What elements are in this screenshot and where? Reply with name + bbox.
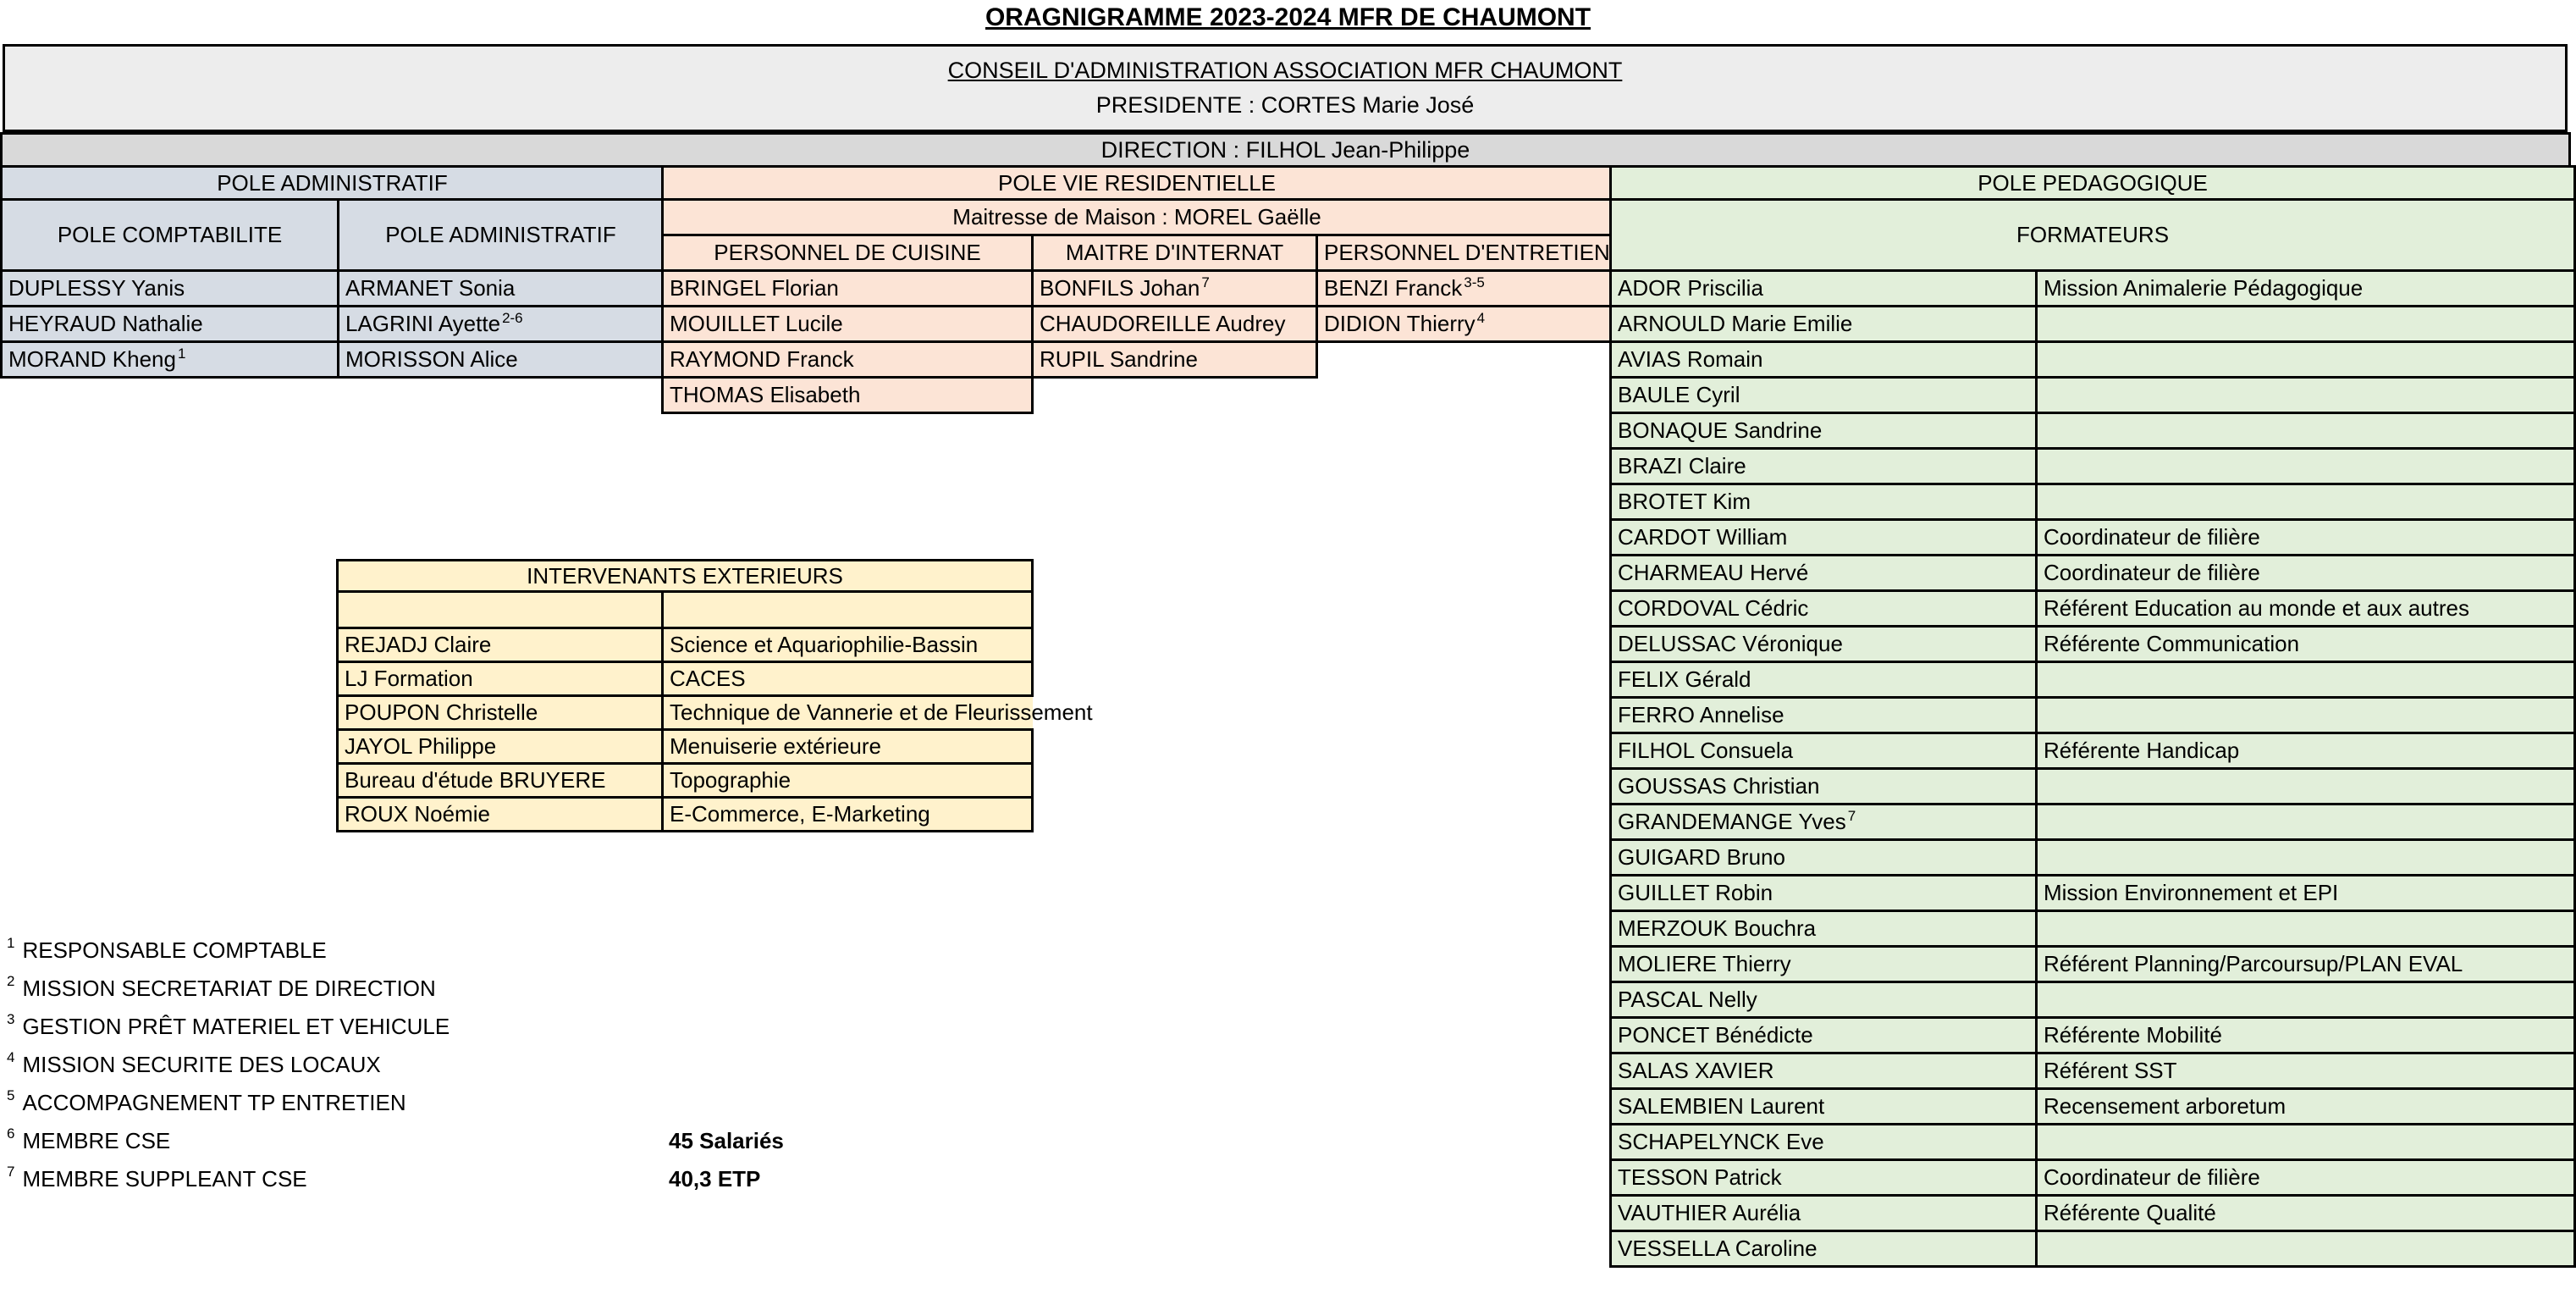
- formateur-name-cell: GUILLET Robin: [1611, 876, 2037, 911]
- person-cell: RAYMOND Franck: [663, 342, 1033, 378]
- presidente-label: PRESIDENTE : CORTES Marie José: [1095, 92, 1475, 118]
- footnote-item: [7, 1046, 450, 1084]
- formateur-role-cell: Recensement arboretum: [2037, 1089, 2575, 1125]
- table-row: [338, 592, 1033, 628]
- table-row: [663, 271, 1612, 307]
- formateur-name-cell: TESSON Patrick: [1611, 1160, 2037, 1196]
- person-cell: BENZI Franck $^{3-5}$: [1317, 271, 1612, 307]
- formateurs-header: FORMATEURS: [1611, 200, 2575, 271]
- formateur-row: [1611, 1160, 2575, 1196]
- intervenant-name-cell: ROUX Noémie: [338, 798, 663, 832]
- personnel-entretien-header: PERSONNEL D'ENTRETIEN: [1317, 235, 1612, 271]
- formateur-role-cell: Mission Environnement et EPI: [2037, 876, 2575, 911]
- formateur-row: [1611, 342, 2575, 378]
- conseil-title: CONSEIL D'ADMINISTRATION ASSOCIATION MFR CHAUMONT: [947, 58, 1623, 83]
- pole-vie-subheader-row: [663, 235, 1612, 271]
- formateur-name-cell: BONAQUE Sandrine: [1611, 413, 2037, 449]
- maitresse-de-maison-row: [663, 200, 1612, 235]
- empty-area: [1317, 378, 1612, 413]
- formateur-row: [1611, 662, 2575, 698]
- footnote-text: MISSION SECRETARIAT DE DIRECTION: [22, 976, 436, 1001]
- table-row: [2, 307, 664, 342]
- formateur-name-cell: MERZOUK Bouchra: [1611, 911, 2037, 947]
- person-cell: MOUILLET Lucile: [663, 307, 1033, 342]
- page-title: ORAGNIGRAMME 2023-2024 MFR DE CHAUMONT: [985, 3, 1591, 31]
- pole-vie-header-row: [663, 167, 1612, 200]
- formateur-role-cell: Référente Communication: [2037, 627, 2575, 662]
- formateur-role-cell: Référent Planning/Parcoursup/PLAN EVAL: [2037, 947, 2575, 982]
- formateur-role-cell: [2037, 1231, 2575, 1267]
- formateur-row: [1611, 484, 2575, 520]
- table-row: [338, 798, 1033, 832]
- formateur-name-cell: PONCET Bénédicte: [1611, 1018, 2037, 1053]
- pole-administratif-header-row: [2, 167, 664, 200]
- formateur-role-cell: Référent SST: [2037, 1053, 2575, 1089]
- formateur-row: [1611, 449, 2575, 484]
- etp-count: 40,3 ETP: [669, 1166, 761, 1192]
- formateur-row: [1611, 520, 2575, 556]
- formateur-row: [1611, 698, 2575, 733]
- formateur-name-cell: GRANDEMANGE Yves $^7$: [1611, 805, 2037, 840]
- person-cell: MORISSON Alice: [339, 342, 664, 378]
- intervenant-name-cell: REJADJ Claire: [338, 628, 663, 662]
- intervenants-exterieurs-table: [336, 559, 1093, 832]
- formateur-row: [1611, 1018, 2575, 1053]
- formateur-row: [1611, 769, 2575, 805]
- formateur-role-cell: [2037, 1125, 2575, 1160]
- table-row: [338, 764, 1033, 798]
- formateur-row: [1611, 733, 2575, 769]
- formateur-name-cell: BRAZI Claire: [1611, 449, 2037, 484]
- formateur-name-cell: ARNOULD Marie Emilie: [1611, 307, 2037, 342]
- formateur-name-cell: SCHAPELYNCK Eve: [1611, 1125, 2037, 1160]
- person-cell: ARMANET Sonia: [339, 271, 664, 307]
- formateur-name-cell: MOLIERE Thierry: [1611, 947, 2037, 982]
- formateur-role-cell: [2037, 307, 2575, 342]
- formateur-name-cell: SALAS XAVIER: [1611, 1053, 2037, 1089]
- person-cell: THOMAS Elisabeth: [663, 378, 1033, 413]
- intervenants-header-row: [338, 561, 1033, 592]
- formateur-role-cell: [2037, 911, 2575, 947]
- formateur-role-cell: [2037, 698, 2575, 733]
- formateur-role-cell: [2037, 840, 2575, 876]
- intervenant-name-cell: Bureau d'étude BRUYERE: [338, 764, 663, 798]
- intervenant-role-cell: Menuiserie extérieure: [663, 730, 1033, 764]
- footnote-number: 7: [7, 1163, 15, 1180]
- formateur-name-cell: GOUSSAS Christian: [1611, 769, 2037, 805]
- formateur-row: [1611, 1053, 2575, 1089]
- footnote-text: MEMBRE SUPPLEANT CSE: [22, 1166, 307, 1192]
- pole-administratif-subheader: POLE ADMINISTRATIF: [339, 200, 664, 271]
- footnote-item: [7, 932, 450, 970]
- formateur-row: [1611, 1231, 2575, 1267]
- formateur-name-cell: FERRO Annelise: [1611, 698, 2037, 733]
- maitre-internat-header: MAITRE D'INTERNAT: [1033, 235, 1317, 271]
- maitresse-de-maison-label: Maitresse de Maison : MOREL Gaëlle: [663, 200, 1612, 235]
- intervenant-role-cell: Technique de Vannerie et de Fleurissement: [663, 696, 1033, 730]
- intervenant-role-cell: [663, 592, 1033, 628]
- pole-administratif-table: [0, 165, 665, 379]
- formateur-row: [1611, 911, 2575, 947]
- formateur-name-cell: AVIAS Romain: [1611, 342, 2037, 378]
- formateur-role-cell: Coordinateur de filière: [2037, 520, 2575, 556]
- formateur-name-cell: BAULE Cyril: [1611, 378, 2037, 413]
- formateur-role-cell: Référente Qualité: [2037, 1196, 2575, 1231]
- salaries-count: 45 Salariés: [669, 1128, 784, 1153]
- pole-administratif-subheader-row: [2, 200, 664, 271]
- intervenant-role-cell: E-Commerce, E-Marketing: [663, 798, 1033, 832]
- formateur-name-cell: ADOR Priscilia: [1611, 271, 2037, 307]
- formateur-role-cell: [2037, 982, 2575, 1018]
- formateur-name-cell: FELIX Gérald: [1611, 662, 2037, 698]
- formateur-row: [1611, 307, 2575, 342]
- table-row: [2, 342, 664, 378]
- formateur-name-cell: GUIGARD Bruno: [1611, 840, 2037, 876]
- intervenant-name-cell: [338, 592, 663, 628]
- formateur-name-cell: VESSELLA Caroline: [1611, 1231, 2037, 1267]
- table-row: [2, 271, 664, 307]
- footnote-number: 6: [7, 1125, 15, 1142]
- formateur-role-cell: Référente Handicap: [2037, 733, 2575, 769]
- footnote-text: GESTION PRÊT MATERIEL ET VEHICULE: [22, 1014, 450, 1039]
- formateur-role-cell: [2037, 484, 2575, 520]
- footnotes-legend: [7, 932, 450, 1198]
- footnote-text: RESPONSABLE COMPTABLE: [22, 937, 327, 963]
- formateur-name-cell: PASCAL Nelly: [1611, 982, 2037, 1018]
- formateur-row: [1611, 805, 2575, 840]
- pole-pedagogique-header-row: [1611, 167, 2575, 200]
- footnote-item: [7, 1122, 450, 1160]
- footnote-number: 1: [7, 934, 15, 951]
- formateur-role-cell: Mission Animalerie Pédagogique: [2037, 271, 2575, 307]
- formateur-name-cell: BROTET Kim: [1611, 484, 2037, 520]
- formateurs-header-row: [1611, 200, 2575, 271]
- footnote-item: [7, 1084, 450, 1122]
- formateur-role-cell: Référente Mobilité: [2037, 1018, 2575, 1053]
- formateur-row: [1611, 1196, 2575, 1231]
- intervenant-name-cell: LJ Formation: [338, 662, 663, 696]
- footnote-number: 5: [7, 1087, 15, 1103]
- conseil-administration-box: [3, 44, 2568, 132]
- pole-pedagogique-table: [1609, 165, 2576, 1268]
- formateur-role-cell: [2037, 342, 2575, 378]
- table-row: [663, 307, 1612, 342]
- pole-vie-residentielle-title: POLE VIE RESIDENTIELLE: [663, 167, 1612, 200]
- formateur-role-cell: [2037, 805, 2575, 840]
- formateur-name-cell: CARDOT William: [1611, 520, 2037, 556]
- footnote-text: MEMBRE CSE: [22, 1128, 171, 1153]
- person-cell: RUPIL Sandrine: [1033, 342, 1317, 378]
- formateur-name-cell: SALEMBIEN Laurent: [1611, 1089, 2037, 1125]
- formateur-row: [1611, 947, 2575, 982]
- table-row: [663, 342, 1612, 378]
- formateur-role-cell: [2037, 378, 2575, 413]
- intervenants-title: INTERVENANTS EXTERIEURS: [338, 561, 1033, 592]
- formateur-role-cell: [2037, 662, 2575, 698]
- person-cell: MORAND Kheng $^1$: [2, 342, 339, 378]
- empty-area: [1033, 378, 1317, 413]
- person-cell: BONFILS Johan $^7$: [1033, 271, 1317, 307]
- formateur-name-cell: VAUTHIER Aurélia: [1611, 1196, 2037, 1231]
- formateur-role-cell: [2037, 769, 2575, 805]
- table-row: [338, 628, 1033, 662]
- footnote-text: MISSION SECURITE DES LOCAUX: [22, 1052, 381, 1077]
- person-cell: LAGRINI Ayette $^{2-6}$: [339, 307, 664, 342]
- direction-bar: DIRECTION : FILHOL Jean-Philippe: [0, 132, 2571, 168]
- footnote-item: [7, 1160, 450, 1198]
- staff-stats: [669, 1122, 784, 1198]
- footnote-number: 4: [7, 1048, 15, 1065]
- formateur-role-cell: Coordinateur de filière: [2037, 556, 2575, 591]
- footnote-item: [7, 1008, 450, 1046]
- table-row: [338, 730, 1033, 764]
- person-cell: DIDION Thierry $^4$: [1317, 307, 1612, 342]
- table-row: [338, 696, 1033, 730]
- footnote-number: 2: [7, 972, 15, 989]
- pole-pedagogique-title: POLE PEDAGOGIQUE: [1611, 167, 2575, 200]
- empty-area: [1317, 342, 1612, 378]
- formateur-name-cell: CORDOVAL Cédric: [1611, 591, 2037, 627]
- formateur-row: [1611, 413, 2575, 449]
- pole-administratif-title: POLE ADMINISTRATIF: [2, 167, 664, 200]
- formateur-name-cell: CHARMEAU Hervé: [1611, 556, 2037, 591]
- person-cell: DUPLESSY Yanis: [2, 271, 339, 307]
- formateur-row: [1611, 982, 2575, 1018]
- formateur-row: [1611, 1125, 2575, 1160]
- formateur-row: [1611, 591, 2575, 627]
- formateur-row: [1611, 876, 2575, 911]
- pole-comptabilite-header: POLE COMPTABILITE: [2, 200, 339, 271]
- formateur-row: [1611, 1089, 2575, 1125]
- formateur-role-cell: [2037, 413, 2575, 449]
- person-cell: CHAUDOREILLE Audrey: [1033, 307, 1317, 342]
- intervenant-role-cell: Topographie: [663, 764, 1033, 798]
- formateur-role-cell: Coordinateur de filière: [2037, 1160, 2575, 1196]
- table-row: [338, 662, 1033, 696]
- footnote-item: [7, 970, 450, 1008]
- intervenant-name-cell: JAYOL Philippe: [338, 730, 663, 764]
- formateur-name-cell: FILHOL Consuela: [1611, 733, 2037, 769]
- formateur-row: [1611, 840, 2575, 876]
- footnote-text: ACCOMPAGNEMENT TP ENTRETIEN: [22, 1090, 406, 1115]
- footnote-number: 3: [7, 1010, 15, 1027]
- formateur-role-cell: Référent Education au monde et aux autres: [2037, 591, 2575, 627]
- formateur-row: [1611, 627, 2575, 662]
- table-row: [663, 378, 1612, 413]
- pole-vie-residentielle-table: [661, 165, 1613, 414]
- person-cell: BRINGEL Florian: [663, 271, 1033, 307]
- intervenant-role-cell: Science et Aquariophilie-Bassin: [663, 628, 1033, 662]
- personnel-cuisine-header: PERSONNEL DE CUISINE: [663, 235, 1033, 271]
- formateur-row: [1611, 271, 2575, 307]
- intervenant-name-cell: POUPON Christelle: [338, 696, 663, 730]
- person-cell: HEYRAUD Nathalie: [2, 307, 339, 342]
- intervenant-role-cell: CACES: [663, 662, 1033, 696]
- formateur-role-cell: [2037, 449, 2575, 484]
- formateur-name-cell: DELUSSAC Véronique: [1611, 627, 2037, 662]
- formateur-row: [1611, 378, 2575, 413]
- formateur-row: [1611, 556, 2575, 591]
